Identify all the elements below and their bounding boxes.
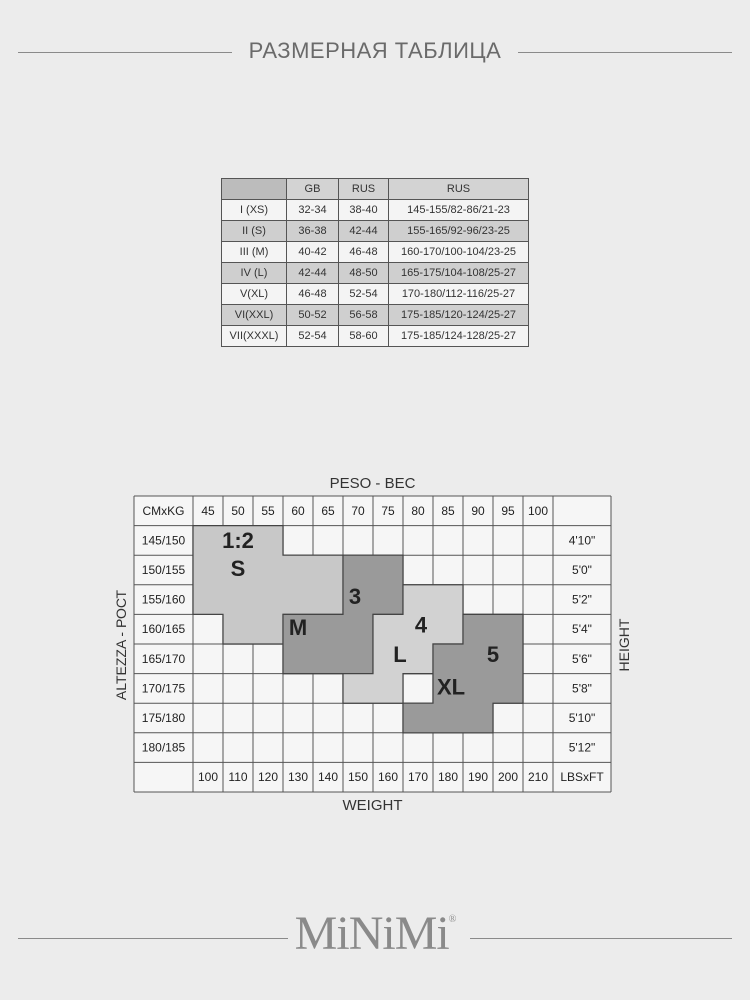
table-cell: 36-38 — [287, 221, 339, 242]
lbs-tick-label: 200 — [497, 770, 519, 785]
kg-tick-label: 95 — [501, 503, 515, 518]
kg-tick-label: 100 — [527, 503, 549, 518]
size-table-header: GB — [287, 179, 339, 200]
cm-tick-label: 175/180 — [141, 711, 186, 725]
size-region-xl-letter: XL — [436, 674, 466, 700]
table-cell: 52-54 — [287, 326, 339, 347]
kg-tick-label: 70 — [351, 503, 365, 518]
size-region-l-number: 4 — [414, 612, 428, 638]
ft-tick-label: 5'2" — [572, 592, 592, 607]
lbs-tick-label: 140 — [317, 770, 339, 785]
table-cell: 175-185/124-128/25-27 — [389, 326, 529, 347]
table-cell: 32-34 — [287, 200, 339, 221]
registered-mark: ® — [448, 914, 456, 925]
lbs-tick-label: 160 — [377, 770, 399, 785]
lbs-tick-label: 170 — [407, 770, 429, 785]
cm-tick-label: 155/160 — [141, 592, 186, 607]
table-cell: 145-155/82-86/21-23 — [389, 200, 529, 221]
ft-tick-label: 4'10" — [568, 533, 596, 548]
size-region-l-letter: L — [393, 641, 407, 667]
lbs-tick-label: 180 — [437, 770, 459, 785]
table-cell: 40-42 — [287, 242, 339, 263]
kg-tick-label: 55 — [261, 503, 275, 518]
kg-tick-label: 50 — [231, 503, 245, 518]
table-cell: 175-185/120-124/25-27 — [389, 305, 529, 326]
table-cell: 48-50 — [339, 263, 389, 284]
size-region-m-letter: M — [288, 615, 308, 641]
table-cell: 50-52 — [287, 305, 339, 326]
table-cell: 170-180/112-116/25-27 — [389, 284, 529, 305]
size-table-header: RUS — [339, 179, 389, 200]
kg-tick-label: 80 — [411, 503, 425, 518]
lbs-tick-label: 210 — [527, 770, 549, 785]
table-cell: 42-44 — [287, 263, 339, 284]
brand-logo — [0, 906, 750, 961]
page-title: РАЗМЕРНАЯ ТАБЛИЦА — [248, 38, 502, 63]
brand-logo-text: MiNiMi — [294, 907, 449, 960]
lbs-tick-label: 150 — [347, 770, 369, 785]
cm-tick-label: 150/155 — [141, 563, 186, 577]
cm-tick-label: 170/175 — [141, 681, 186, 696]
table-cell: III (M) — [222, 242, 287, 263]
cm-tick-label: 145/150 — [141, 533, 186, 548]
size-region-m-number: 3 — [348, 584, 362, 610]
table-cell: VII(XXXL) — [222, 326, 287, 347]
lbs-tick-label: 130 — [287, 770, 309, 785]
ft-tick-label: 5'4" — [572, 622, 592, 637]
table-cell: V(XL) — [222, 284, 287, 305]
kg-tick-label: 60 — [291, 503, 305, 518]
table-cell: 52-54 — [339, 284, 389, 305]
chart-left-title: ALTEZZA - РОСТ — [113, 589, 129, 701]
kg-tick-label: 75 — [381, 503, 395, 518]
table-cell: 155-165/92-96/23-25 — [389, 221, 529, 242]
corner-label-top: CMxKG — [142, 503, 185, 518]
size-region-s-number: 1:2 — [222, 527, 254, 553]
chart-right-title: HEIGHT — [616, 618, 632, 672]
ft-tick-label: 5'6" — [572, 651, 592, 666]
ft-tick-label: 5'12" — [568, 740, 596, 755]
table-cell: 46-48 — [339, 242, 389, 263]
size-table-header: RUS — [389, 179, 529, 200]
lbs-tick-label: 120 — [257, 770, 279, 785]
size-region-xl-number: 5 — [486, 641, 500, 667]
table-cell: II (S) — [222, 221, 287, 242]
table-cell: 58-60 — [339, 326, 389, 347]
ft-tick-label: 5'8" — [572, 681, 592, 696]
table-cell: 56-58 — [339, 305, 389, 326]
chart-bottom-title: WEIGHT — [342, 797, 403, 814]
kg-tick-label: 45 — [201, 503, 215, 518]
table-cell: 42-44 — [339, 221, 389, 242]
kg-tick-label: 90 — [471, 503, 485, 518]
cm-tick-label: 165/170 — [141, 651, 186, 666]
cm-tick-label: 160/165 — [141, 622, 186, 637]
kg-tick-label: 65 — [321, 503, 335, 518]
ft-tick-label: 5'10" — [568, 711, 596, 725]
table-cell: VI(XXL) — [222, 305, 287, 326]
size-region-s-letter: S — [230, 556, 246, 582]
lbs-tick-label: 100 — [197, 770, 219, 785]
lbs-tick-label: 110 — [228, 770, 248, 785]
table-cell: I (XS) — [222, 200, 287, 221]
table-cell: IV (L) — [222, 263, 287, 284]
table-cell: 165-175/104-108/25-27 — [389, 263, 529, 284]
ft-tick-label: 5'0" — [572, 563, 592, 577]
corner-label-bottom: LBSxFT — [560, 770, 604, 785]
lbs-tick-label: 190 — [467, 770, 489, 785]
chart-top-title: PESO - ВЕС — [329, 475, 416, 492]
table-cell: 38-40 — [339, 200, 389, 221]
table-cell: 46-48 — [287, 284, 339, 305]
kg-tick-label: 85 — [441, 503, 455, 518]
table-cell: 160-170/100-104/23-25 — [389, 242, 529, 263]
cm-tick-label: 180/185 — [141, 740, 186, 755]
